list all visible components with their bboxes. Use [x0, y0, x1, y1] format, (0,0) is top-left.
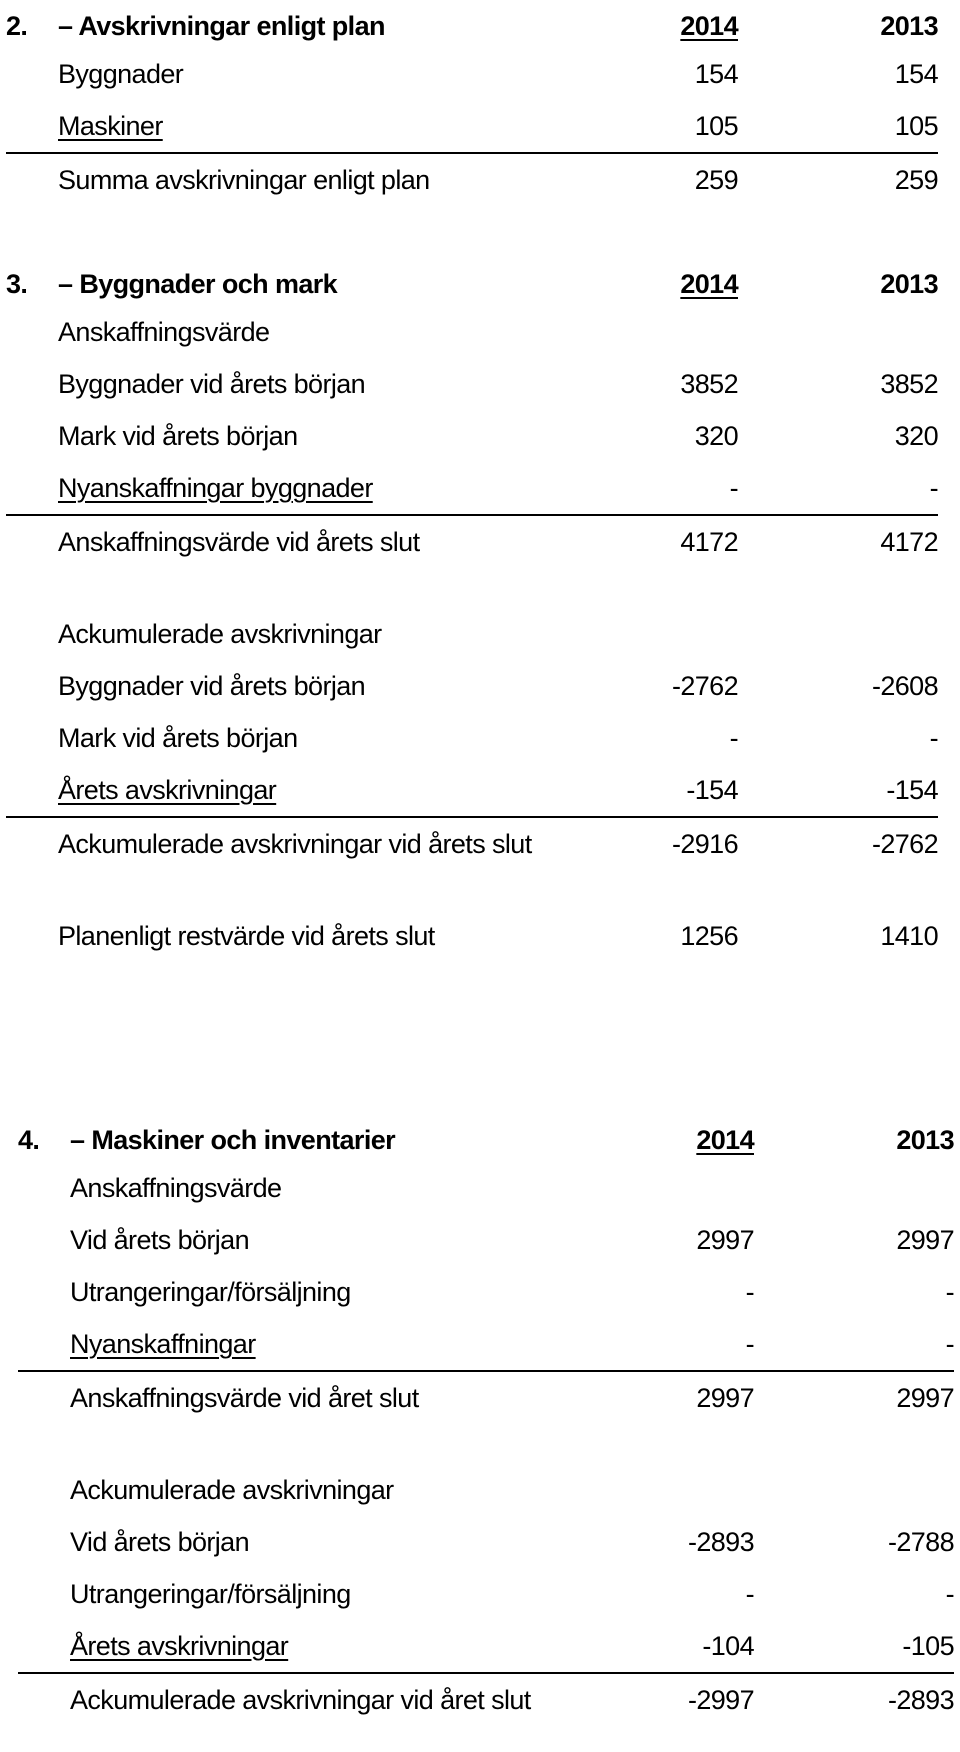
- row-label: Utrangeringar/försäljning: [70, 1578, 351, 1609]
- note-4-header: [18, 1118, 954, 1162]
- row-label: Ackumulerade avskrivningar vid året slut: [70, 1684, 531, 1715]
- subheading-acquisition-value: Anskaffningsvärde: [58, 316, 270, 347]
- value-2013: -2608: [871, 670, 938, 701]
- sum-row: [18, 1674, 954, 1726]
- value-2013: 1410: [880, 920, 938, 951]
- value-2013: 3852: [880, 368, 938, 399]
- value-2014: -154: [686, 774, 738, 805]
- table-row: [18, 1620, 954, 1674]
- value-2014: -2916: [671, 828, 738, 859]
- value-2014: -104: [702, 1630, 754, 1661]
- year-2014-header: 2014: [680, 268, 738, 299]
- row-label: Utrangeringar/försäljning: [70, 1276, 351, 1307]
- row-label: Byggnader vid årets början: [58, 670, 366, 701]
- residual-value-row: [6, 910, 938, 962]
- row-label: Årets avskrivningar: [58, 774, 277, 805]
- value-2013: 105: [894, 110, 938, 141]
- value-2014: -: [745, 1578, 754, 1609]
- note-2-depreciation: [6, 4, 938, 206]
- value-2013: -: [929, 722, 938, 753]
- value-2014: 2997: [696, 1224, 754, 1255]
- table-row: [18, 1516, 954, 1568]
- sum-row: [6, 516, 938, 568]
- year-2013-header: 2013: [880, 268, 938, 299]
- note-title: – Maskiner och inventarier: [70, 1124, 396, 1155]
- value-2014: -: [729, 722, 738, 753]
- table-row: [6, 712, 938, 764]
- value-2013: 2997: [896, 1224, 954, 1255]
- value-2013: -105: [902, 1630, 954, 1661]
- value-2013: -: [945, 1276, 954, 1307]
- value-2014: 105: [694, 110, 738, 141]
- value-2013: 2997: [896, 1382, 954, 1413]
- value-2013: -: [945, 1328, 954, 1359]
- table-row: [6, 462, 938, 516]
- table-row: [6, 764, 938, 818]
- row-label: Vid årets början: [70, 1526, 250, 1557]
- value-2013: -2762: [871, 828, 938, 859]
- row-label: Mark vid årets början: [58, 722, 298, 753]
- row-label: Anskaffningsvärde vid årets slut: [58, 526, 420, 557]
- year-2014-header: 2014: [680, 10, 738, 41]
- value-2014: -: [745, 1328, 754, 1359]
- value-2014: 4172: [680, 526, 738, 557]
- row-label: Anskaffningsvärde vid året slut: [70, 1382, 419, 1413]
- row-label: Mark vid årets början: [58, 420, 298, 451]
- value-2014: 154: [694, 58, 738, 89]
- table-row: [6, 100, 938, 154]
- row-label: Ackumulerade avskrivningar vid årets slut: [58, 828, 532, 859]
- note-title: – Avskrivningar enligt plan: [58, 10, 385, 41]
- value-2014: 259: [694, 164, 738, 195]
- note-title: – Byggnader och mark: [58, 268, 338, 299]
- note-number: 3.: [6, 268, 28, 299]
- value-2014: 320: [694, 420, 738, 451]
- note-3-header: [6, 262, 938, 306]
- value-2013: -154: [886, 774, 938, 805]
- year-2013-header: 2013: [880, 10, 938, 41]
- subheading-acquisition-value: Anskaffningsvärde: [70, 1172, 282, 1203]
- sum-row: [6, 154, 938, 206]
- sum-row: [18, 1372, 954, 1424]
- sum-row: [6, 818, 938, 870]
- year-2014-header: 2014: [696, 1124, 754, 1155]
- note-3-buildings-land: [6, 262, 938, 962]
- row-label: Byggnader vid årets början: [58, 368, 366, 399]
- row-label: Planenligt restvärde vid årets slut: [58, 920, 435, 951]
- row-label: Summa avskrivningar enligt plan: [58, 164, 430, 195]
- spacer: [6, 870, 938, 910]
- row-label: Nyanskaffningar: [70, 1328, 256, 1359]
- row-label: Maskiner: [58, 110, 163, 141]
- value-2014: -2997: [687, 1684, 754, 1715]
- note-2-header: [6, 4, 938, 48]
- value-2013: -: [929, 472, 938, 503]
- year-2013-header: 2013: [896, 1124, 954, 1155]
- note-number: 2.: [6, 10, 28, 41]
- value-2013: -2788: [887, 1526, 954, 1557]
- subheading-accumulated-depreciation: Ackumulerade avskrivningar: [70, 1474, 394, 1505]
- value-2013: 4172: [880, 526, 938, 557]
- row-label: Byggnader: [58, 58, 184, 89]
- row-label: Nyanskaffningar byggnader: [58, 472, 373, 503]
- value-2014: 1256: [680, 920, 738, 951]
- table-row: [18, 1318, 954, 1372]
- spacer: [18, 1424, 954, 1464]
- value-2013: 320: [894, 420, 938, 451]
- table-row: [6, 358, 938, 410]
- value-2014: -: [729, 472, 738, 503]
- note-number: 4.: [18, 1124, 40, 1155]
- spacer: [6, 568, 938, 608]
- value-2014: 2997: [696, 1382, 754, 1413]
- table-row: [6, 48, 938, 100]
- table-row: [6, 410, 938, 462]
- value-2013: 154: [894, 58, 938, 89]
- row-label: Årets avskrivningar: [70, 1630, 289, 1661]
- subheading-accumulated-depreciation: Ackumulerade avskrivningar: [58, 618, 382, 649]
- value-2013: -2893: [887, 1684, 954, 1715]
- table-row: [18, 1568, 954, 1620]
- row-label: Vid årets början: [70, 1224, 250, 1255]
- value-2014: -: [745, 1276, 754, 1307]
- value-2014: -2762: [671, 670, 738, 701]
- table-row: [18, 1214, 954, 1266]
- note-4-machinery-equipment: [18, 1118, 954, 1726]
- table-row: [18, 1266, 954, 1318]
- value-2013: -: [945, 1578, 954, 1609]
- value-2014: -2893: [687, 1526, 754, 1557]
- value-2013: 259: [894, 164, 938, 195]
- table-row: [6, 660, 938, 712]
- value-2014: 3852: [680, 368, 738, 399]
